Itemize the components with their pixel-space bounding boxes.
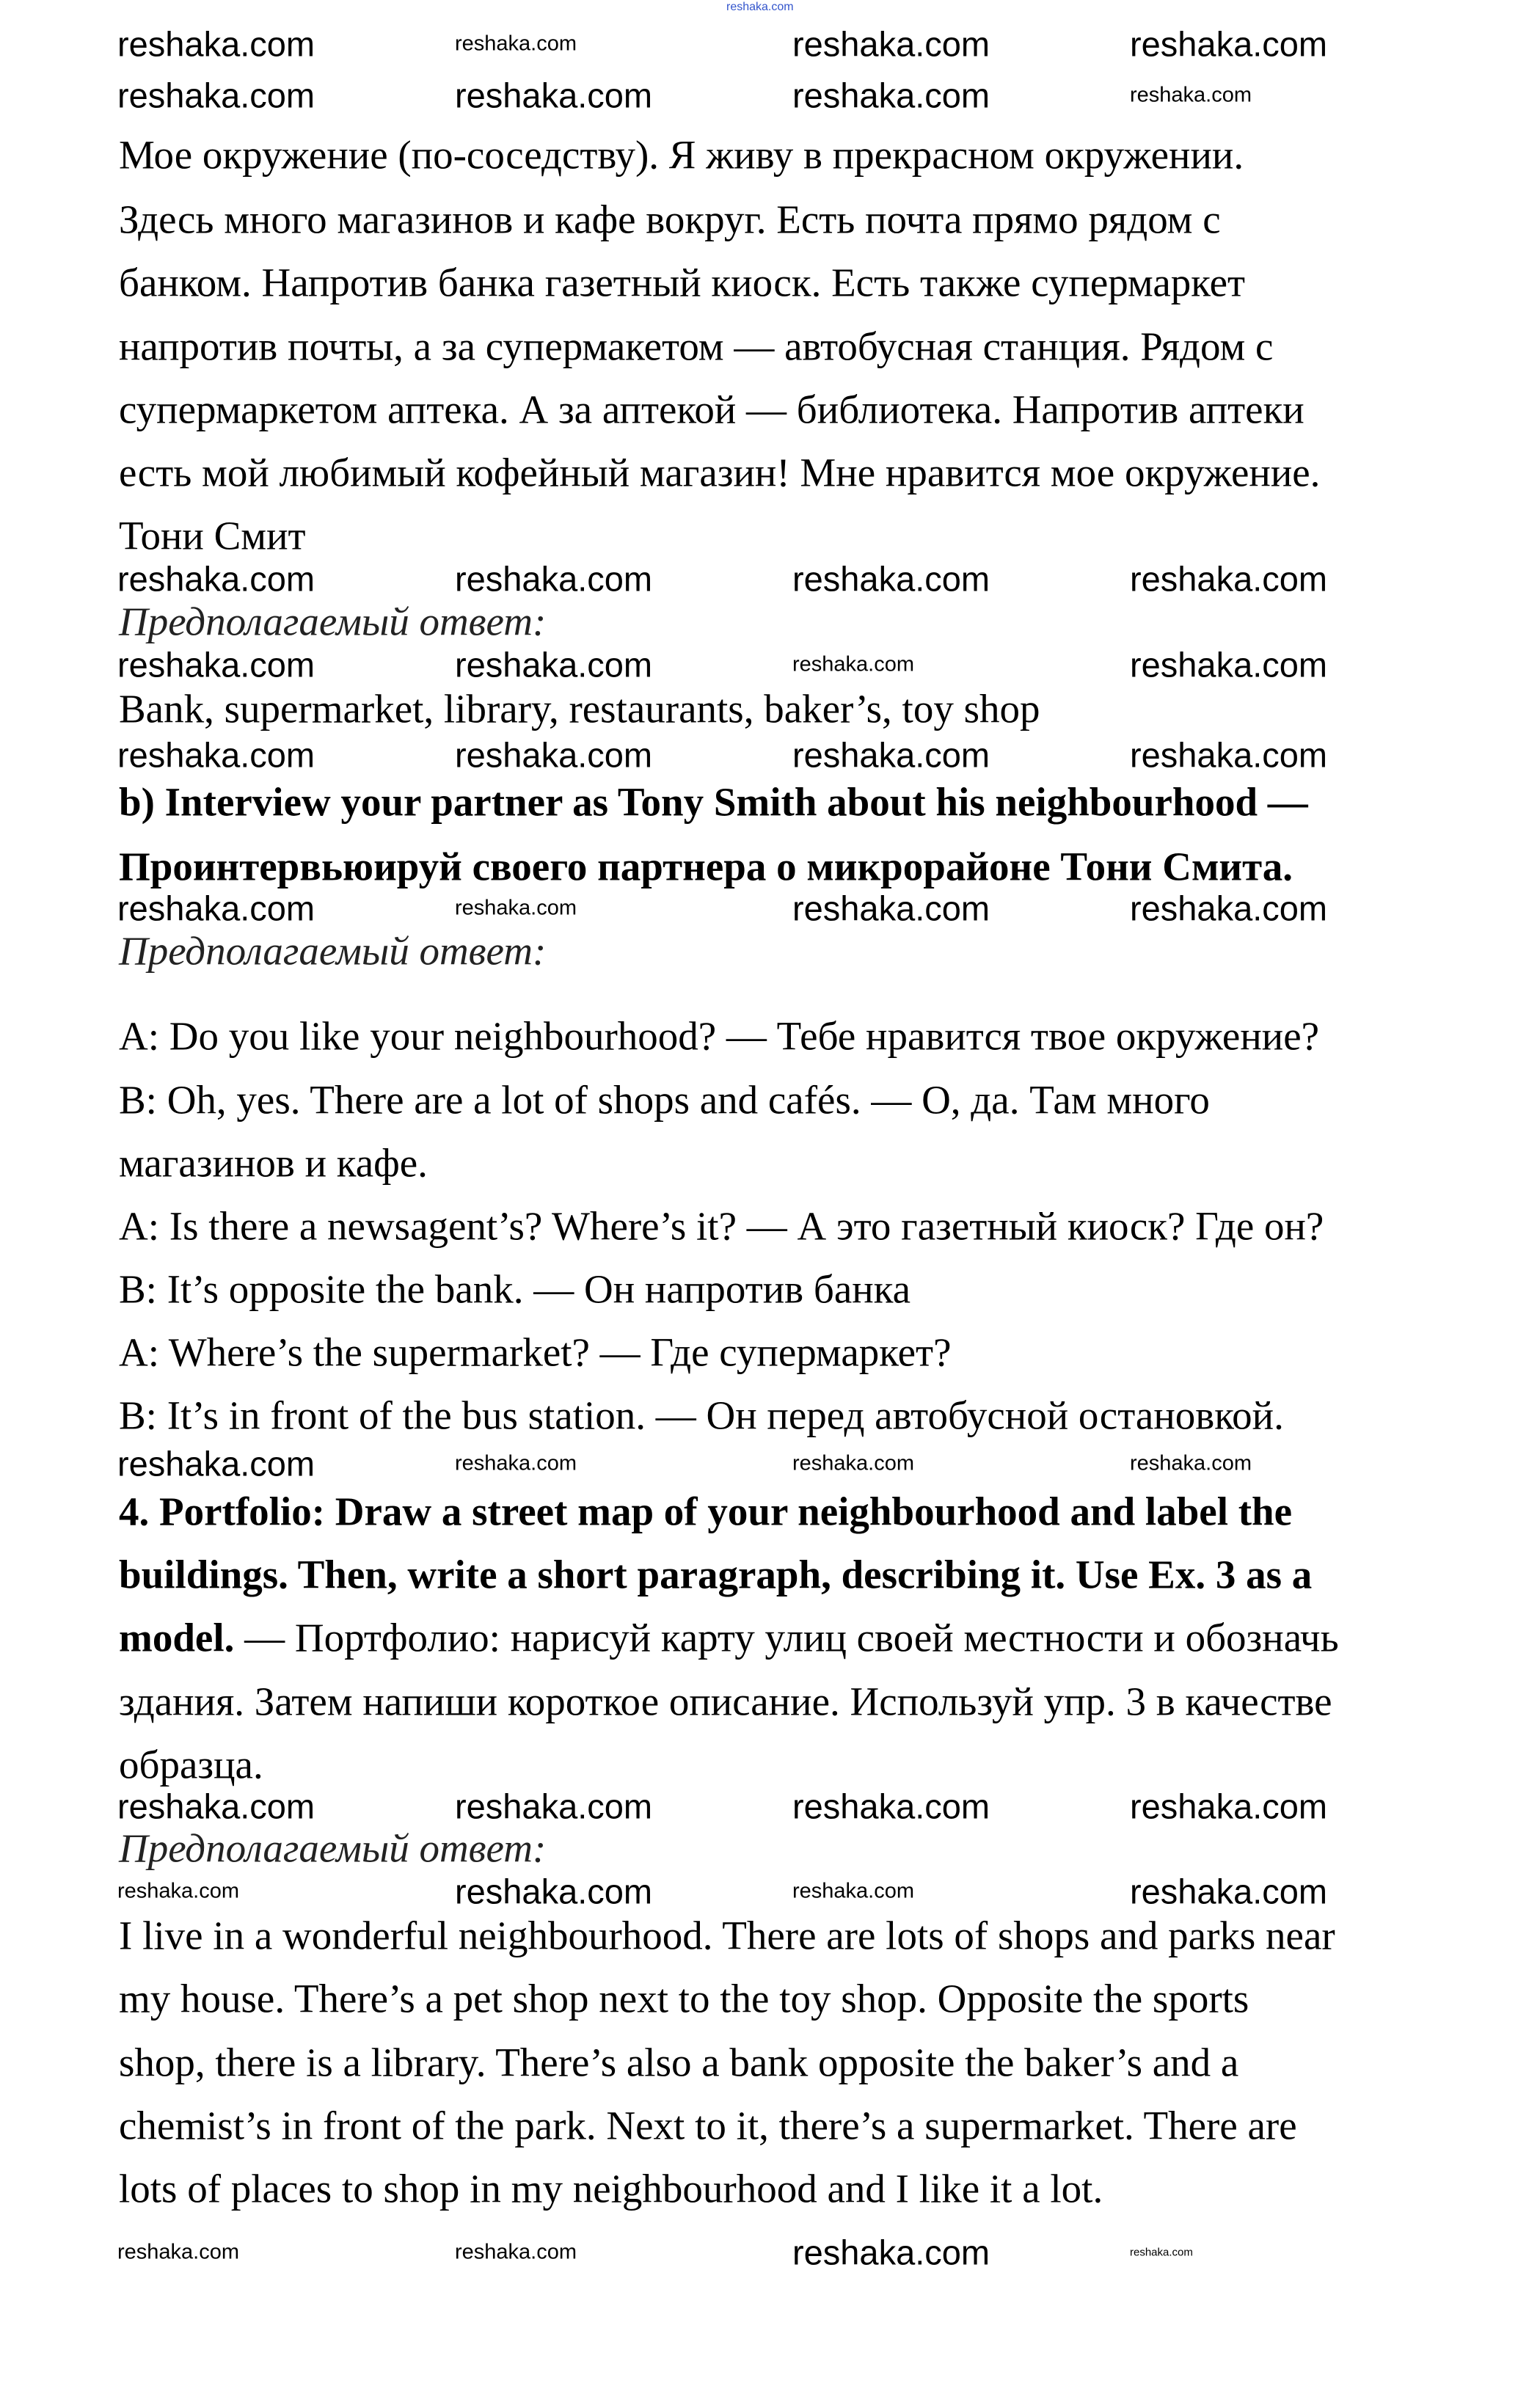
exercise-heading-line: b) Interview your partner as Tony Smith about his neighbourhood — [119, 779, 1308, 825]
watermark: reshaka.com [1130, 1787, 1328, 1826]
watermark: reshaka.com [1130, 888, 1328, 928]
text-line: банком. Напротив банка газетный киоск. Есть также супермаркет [119, 260, 1246, 305]
answer-heading: Предполагаемый ответ: [119, 599, 547, 644]
text-line: супермаркетом аптека. А за аптекой — библиотека. Напротив аптеки [119, 387, 1304, 432]
text-line: lots of places to shop in my neighbourhood and I like it a lot. [119, 2166, 1103, 2211]
watermark: reshaka.com [455, 559, 653, 599]
text-line: здания. Затем напиши короткое описание. Используй упр. 3 в качестве [119, 1679, 1332, 1724]
header-watermark: reshaka.com [726, 1, 794, 13]
text-line: Мое окружение (по-соседству). Я живу в прекрасном окружении. [119, 132, 1244, 178]
watermark: reshaka.com [455, 1872, 653, 1911]
watermark: reshaka.com [117, 1444, 315, 1484]
watermark: reshaka.com [792, 1451, 915, 1475]
watermark: reshaka.com [792, 1879, 915, 1903]
watermark: reshaka.com [792, 735, 990, 775]
watermark: reshaka.com [792, 1787, 990, 1826]
watermark: reshaka.com [792, 559, 990, 599]
answer-heading: Предполагаемый ответ: [119, 1825, 547, 1871]
watermark: reshaka.com [117, 76, 315, 115]
text-line: Здесь много магазинов и кафе вокруг. Есть почта прямо рядом с [119, 197, 1221, 242]
watermark: reshaka.com [455, 1451, 577, 1475]
text-line: напротив почты, а за супермакетом — автобусная станция. Рядом с [119, 324, 1274, 368]
watermark: reshaka.com [117, 2240, 240, 2264]
text-line: Тони Смит [119, 513, 306, 558]
watermark: reshaka.com [455, 2240, 577, 2264]
text-line: есть мой любимый кофейный магазин! Мне нравится мое окружение. [119, 450, 1321, 495]
text-line: Bank, supermarket, library, restaurants, baker’s, toy shop [119, 686, 1040, 731]
watermark: reshaka.com [455, 1787, 653, 1826]
watermark: reshaka.com [792, 24, 990, 64]
watermark: reshaka.com [455, 32, 577, 56]
watermark: reshaka.com [1130, 645, 1328, 685]
watermark: reshaka.com [117, 645, 315, 685]
text-line: B: Oh, yes. There are a lot of shops and cafés. — О, да. Там много [119, 1077, 1210, 1123]
text-line: I live in a wonderful neighbourhood. There are lots of shops and parks near [119, 1913, 1335, 1958]
answer-heading: Предполагаемый ответ: [119, 928, 547, 974]
watermark: reshaka.com [792, 76, 990, 115]
watermark: reshaka.com [1130, 559, 1328, 599]
watermark: reshaka.com [455, 896, 577, 920]
watermark: reshaka.com [117, 559, 315, 599]
watermark: reshaka.com [792, 888, 990, 928]
watermark: reshaka.com [1130, 1872, 1328, 1911]
watermark: reshaka.com [1130, 24, 1328, 64]
watermark: reshaka.com [1130, 735, 1328, 775]
text-line: A: Where’s the supermarket? — Где супермаркет? [119, 1329, 952, 1375]
text-line: shop, there is a library. There’s also a bank opposite the baker’s and a [119, 2040, 1239, 2085]
watermark: reshaka.com [792, 652, 915, 676]
text-line: chemist’s in front of the park. Next to it, there’s a supermarket. There are [119, 2103, 1297, 2148]
watermark: reshaka.com [117, 24, 315, 64]
watermark: reshaka.com [455, 76, 653, 115]
text-line: магазинов и кафе. [119, 1140, 428, 1186]
watermark: reshaka.com [455, 645, 653, 685]
exercise-heading-end: model. [119, 1615, 235, 1660]
text-line: my house. There’s a pet shop next to the toy shop. Opposite the sports [119, 1976, 1249, 2021]
watermark: reshaka.com [1130, 2246, 1193, 2259]
watermark: reshaka.com [117, 735, 315, 775]
watermark: reshaka.com [117, 888, 315, 928]
watermark: reshaka.com [117, 1787, 315, 1826]
watermark: reshaka.com [792, 2233, 990, 2272]
text-line: B: It’s opposite the bank. — Он напротив банка [119, 1266, 911, 1312]
watermark: reshaka.com [117, 1879, 240, 1903]
exercise-heading-line: Проинтервьюируй своего партнера о микрорайоне Тони Смита. [119, 844, 1293, 889]
text-line: B: It’s in front of the bus station. — Он перед автобусной остановкой. [119, 1393, 1284, 1438]
text-line: model. — Портфолио: нарисуй карту улиц своей местности и обозначь [119, 1615, 1339, 1660]
exercise-heading-line: buildings. Then, write a short paragraph, describing it. Use Ex. 3 as a [119, 1552, 1313, 1597]
exercise-heading-line: 4. Portfolio: Draw a street map of your neighbourhood and label the [119, 1489, 1293, 1534]
watermark: reshaka.com [1130, 1451, 1252, 1475]
text-line: A: Do you like your neighbourhood? — Тебе нравится твое окружение? [119, 1013, 1320, 1059]
text-line: A: Is there a newsagent’s? Where’s it? — А это газетный киоск? Где он? [119, 1203, 1324, 1249]
watermark: reshaka.com [455, 735, 653, 775]
watermark: reshaka.com [1130, 83, 1252, 107]
text-line: образца. [119, 1742, 263, 1787]
